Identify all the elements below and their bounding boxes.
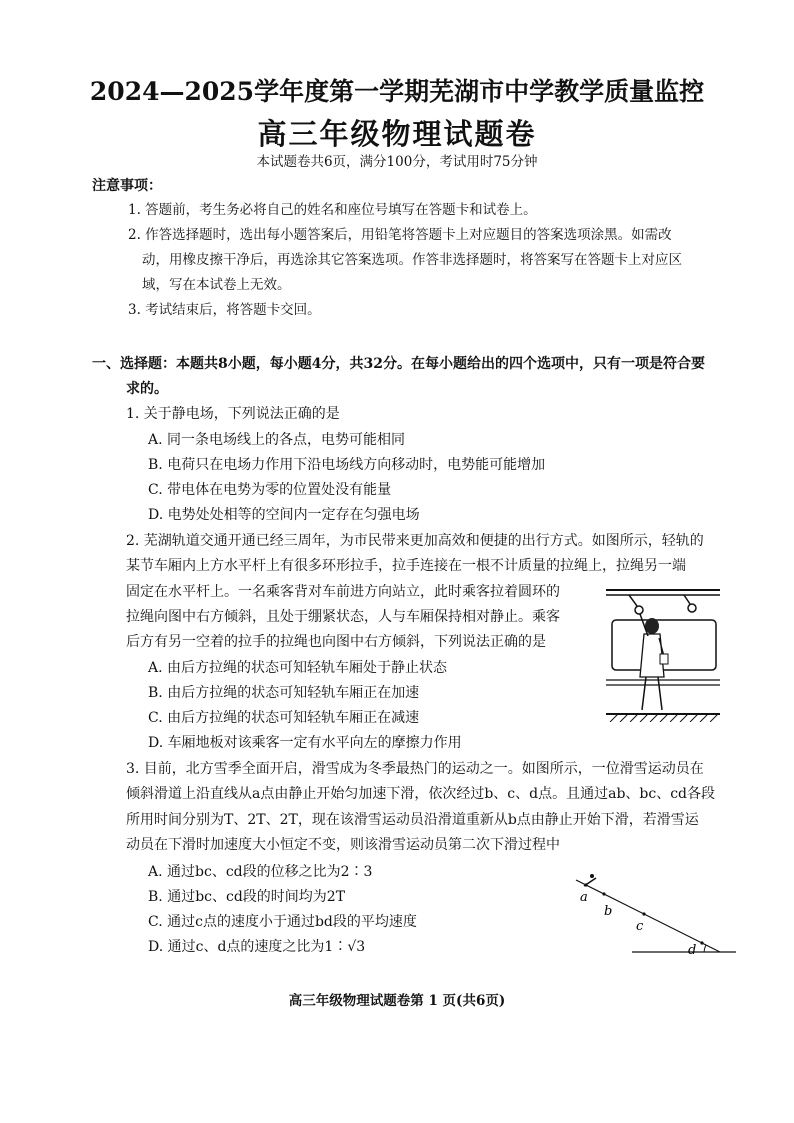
- notice-item-2-cont2: 域，写在本试卷上无效。: [142, 277, 291, 293]
- section-1-heading: [92, 352, 742, 402]
- q3-line2: 倾斜滑道上沿直线从a点由静止开始匀加速下滑，依次经过b、c、d点。且通过ab、bc、cd各段: [126, 786, 716, 802]
- notice-item-2: 2. 作答选择题时，选出每小题答案后，用铅笔将答题卡上对应题目的答案选项涂黑。如需改: [128, 227, 672, 243]
- q3-line1: 3. 目前，北方雪季全面开启，滑雪成为冬季最热门的运动之一。如图所示，一位滑雪运动员在: [126, 761, 704, 777]
- point-a-label: a: [580, 890, 588, 905]
- q2-line3: 固定在水平杆上。一名乘客背对车前进方向站立，此时乘客拉着圆环的: [126, 584, 560, 600]
- point-d-label: d: [688, 943, 697, 958]
- q1-stem: 1. 关于静电场，下列说法正确的是: [126, 406, 340, 422]
- point-c-label: c: [636, 919, 644, 934]
- q1-option-b: B. 电荷只在电场力作用下沿电场线方向移动时，电势能可能增加: [148, 457, 546, 473]
- q3-option-a: A. 通过bc、cd段的位移之比为2∶3: [148, 864, 373, 880]
- ski-slope-figure: [572, 872, 738, 962]
- section-1-line1: 一、选择题：本题共8小题，每小题4分，共32分。在每小题给出的四个选项中，只有一项是符合要: [92, 356, 705, 372]
- exam-title-line1: 2024—2025学年度第一学期芜湖市中学教学质量监控: [89, 77, 705, 106]
- exam-title-line2: 高三年级物理试题卷: [257, 117, 537, 151]
- tram-passenger-figure: [604, 582, 722, 722]
- point-b-label: b: [604, 904, 613, 919]
- q2-option-d: D. 车厢地板对该乘客一定有水平向左的摩擦力作用: [148, 735, 462, 751]
- exam-subtitle: 本试题卷共6页，满分100分，考试用时75分钟: [256, 154, 538, 170]
- q2-option-c: C. 由后方拉绳的状态可知轻轨车厢正在减速: [148, 710, 420, 726]
- q3-option-d: D. 通过c、d点的速度之比为1∶√3: [148, 939, 366, 955]
- q2-line1: 2. 芜湖轨道交通开通已经三周年，为市民带来更加高效和便捷的出行方式。如图所示，轻轨的: [126, 533, 704, 549]
- section-1-line2: 求的。: [126, 381, 168, 397]
- q1-option-c: C. 带电体在电势为零的位置处没有能量: [148, 482, 392, 498]
- q2-line4: 拉绳向图中右方倾斜，且处于绷紧状态，人与车厢保持相对静止。乘客: [126, 609, 560, 625]
- q3-line4: 动员在下滑时加速度大小恒定不变，则该滑雪运动员第二次下滑过程中: [126, 837, 560, 853]
- notice-item-2-cont1: 动，用橡皮擦干净后，再选涂其它答案选项。作答非选择题时，将答案写在答题卡上对应区: [142, 252, 682, 268]
- notice-heading: 注意事项：: [92, 178, 162, 194]
- page-footer: 高三年级物理试题卷第 1 页(共6页): [288, 993, 506, 1009]
- q2-option-a: A. 由后方拉绳的状态可知轻轨车厢处于静止状态: [148, 660, 448, 676]
- q3-option-b: B. 通过bc、cd段的时间均为2T: [148, 889, 346, 905]
- q3-option-c: C. 通过c点的速度小于通过bd段的平均速度: [148, 914, 417, 930]
- q2-line5: 后方有另一空着的拉手的拉绳也向图中右方倾斜，下列说法正确的是: [126, 634, 546, 650]
- notice-item-1: 1. 答题前，考生务必将自己的姓名和座位号填写在答题卡和试卷上。: [128, 202, 537, 218]
- q3-line3: 所用时间分别为T、2T、2T，现在该滑雪运动员沿滑道重新从b点由静止开始下滑，若滑雪运: [126, 812, 699, 828]
- q1-option-a: A. 同一条电场线上的各点，电势可能相同: [148, 432, 406, 448]
- q2-option-b: B. 由后方拉绳的状态可知轻轨车厢正在加速: [148, 685, 420, 701]
- notice-item-3: 3. 考试结束后，将答题卡交回。: [128, 302, 321, 318]
- q2-line2: 某节车厢内上方水平杆上有很多环形拉手，拉手连接在一根不计质量的拉绳上，拉绳另一端: [126, 558, 686, 574]
- q1-option-d: D. 电势处处相等的空间内一定存在匀强电场: [148, 507, 420, 523]
